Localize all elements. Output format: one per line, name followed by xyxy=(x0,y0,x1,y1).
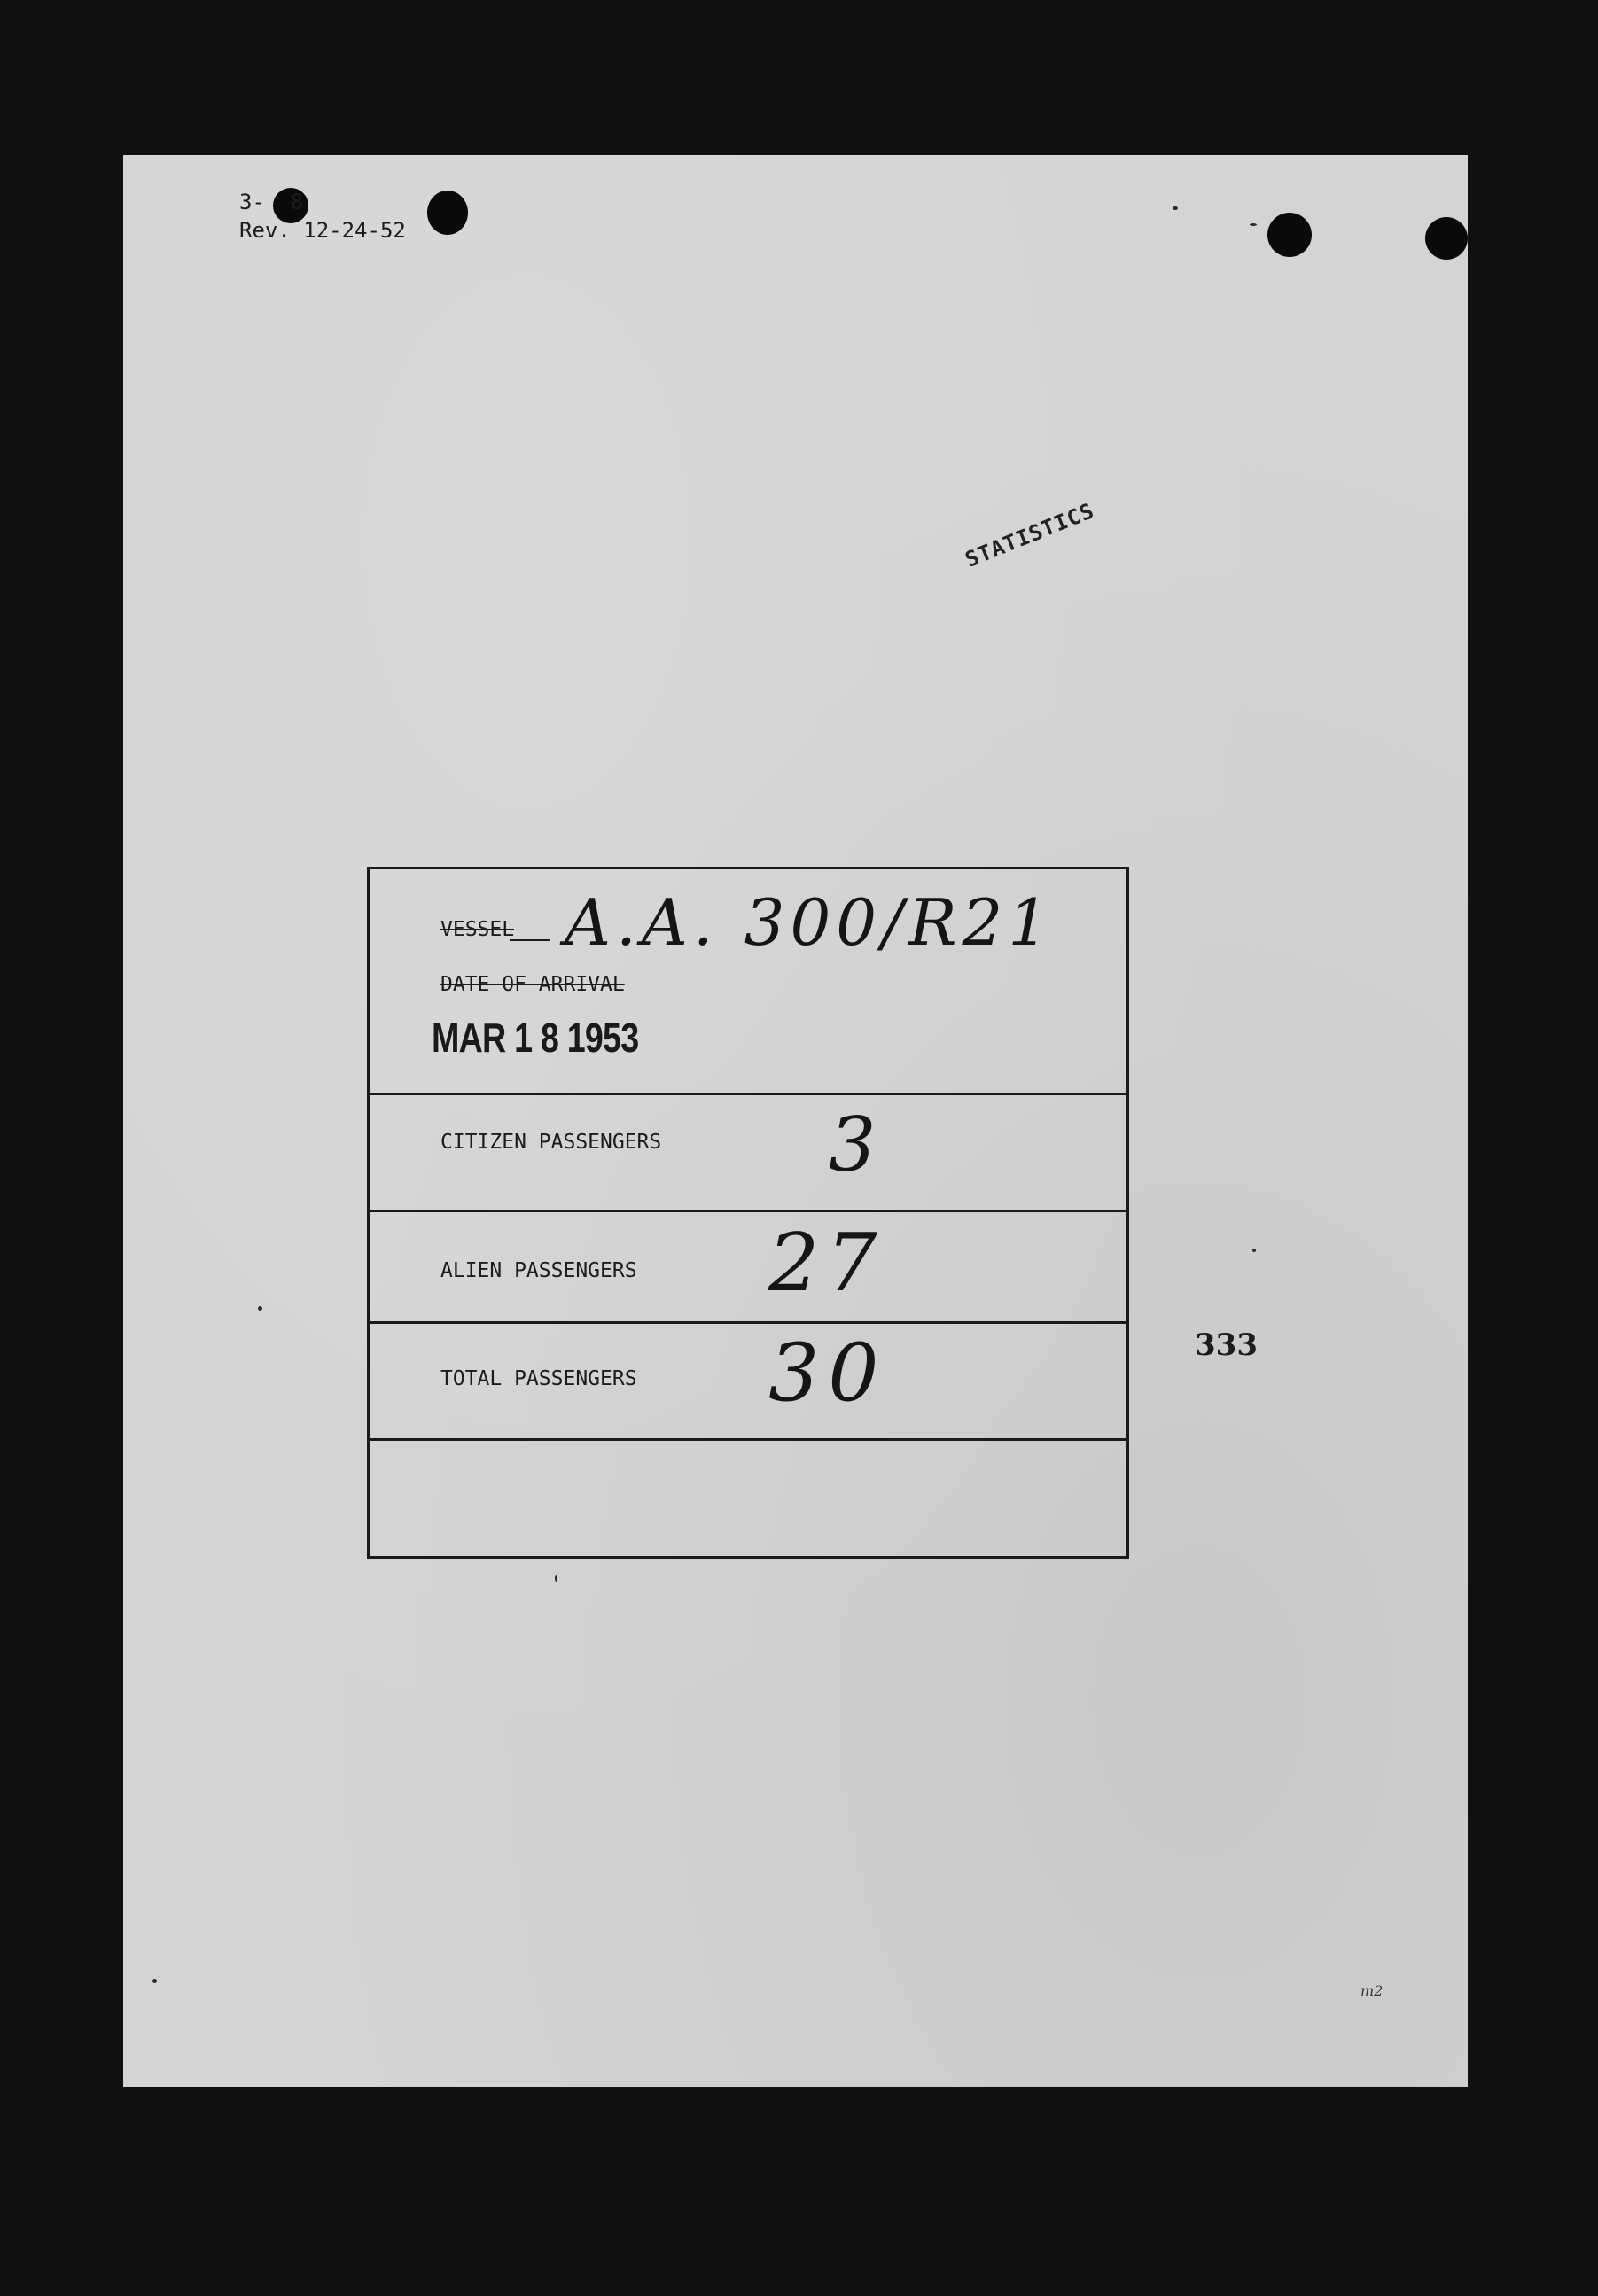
citizen-passengers-label: CITIZEN PASSENGERS xyxy=(440,1131,662,1154)
vessel-underline xyxy=(510,939,550,941)
alien-passengers-value: 27 xyxy=(768,1217,885,1310)
form-code xyxy=(239,188,406,245)
scan-speck xyxy=(1250,223,1257,226)
page-number: 333 xyxy=(1195,1327,1258,1363)
form-code-line-1: 3- 8 xyxy=(239,190,304,214)
scan-speck xyxy=(1173,206,1178,210)
initials-mark: m2 xyxy=(1360,1982,1384,1999)
total-passengers-label: TOTAL PASSENGERS xyxy=(440,1367,637,1390)
arrival-date-stamp: MAR 1 8 1953 xyxy=(432,1015,639,1061)
punch-hole-right xyxy=(1267,213,1312,257)
scan-speck xyxy=(258,1306,262,1311)
punch-hole-far-right xyxy=(1425,217,1468,260)
row-divider-3 xyxy=(370,1321,1126,1324)
scan-speck xyxy=(152,1979,157,1983)
citizen-passengers-value: 3 xyxy=(829,1101,877,1188)
passenger-form-box xyxy=(367,867,1129,1559)
total-passengers-value: 30 xyxy=(768,1327,888,1420)
row-divider-4 xyxy=(370,1438,1126,1441)
vessel-label: VESSEL xyxy=(440,918,515,941)
vessel-value: A.A. 300/R21 xyxy=(565,885,1055,960)
row-divider-2 xyxy=(370,1210,1126,1212)
date-of-arrival-label: DATE OF ARRIVAL xyxy=(440,973,625,996)
scan-speck xyxy=(555,1575,557,1582)
row-divider-1 xyxy=(370,1093,1126,1095)
scan-speck xyxy=(1252,1249,1256,1252)
statistics-stamp: STATISTICS xyxy=(962,498,1098,572)
form-code-line-2: Rev. 12-24-52 xyxy=(239,218,406,243)
punch-hole-left-2 xyxy=(427,191,468,235)
alien-passengers-label: ALIEN PASSENGERS xyxy=(440,1259,637,1282)
